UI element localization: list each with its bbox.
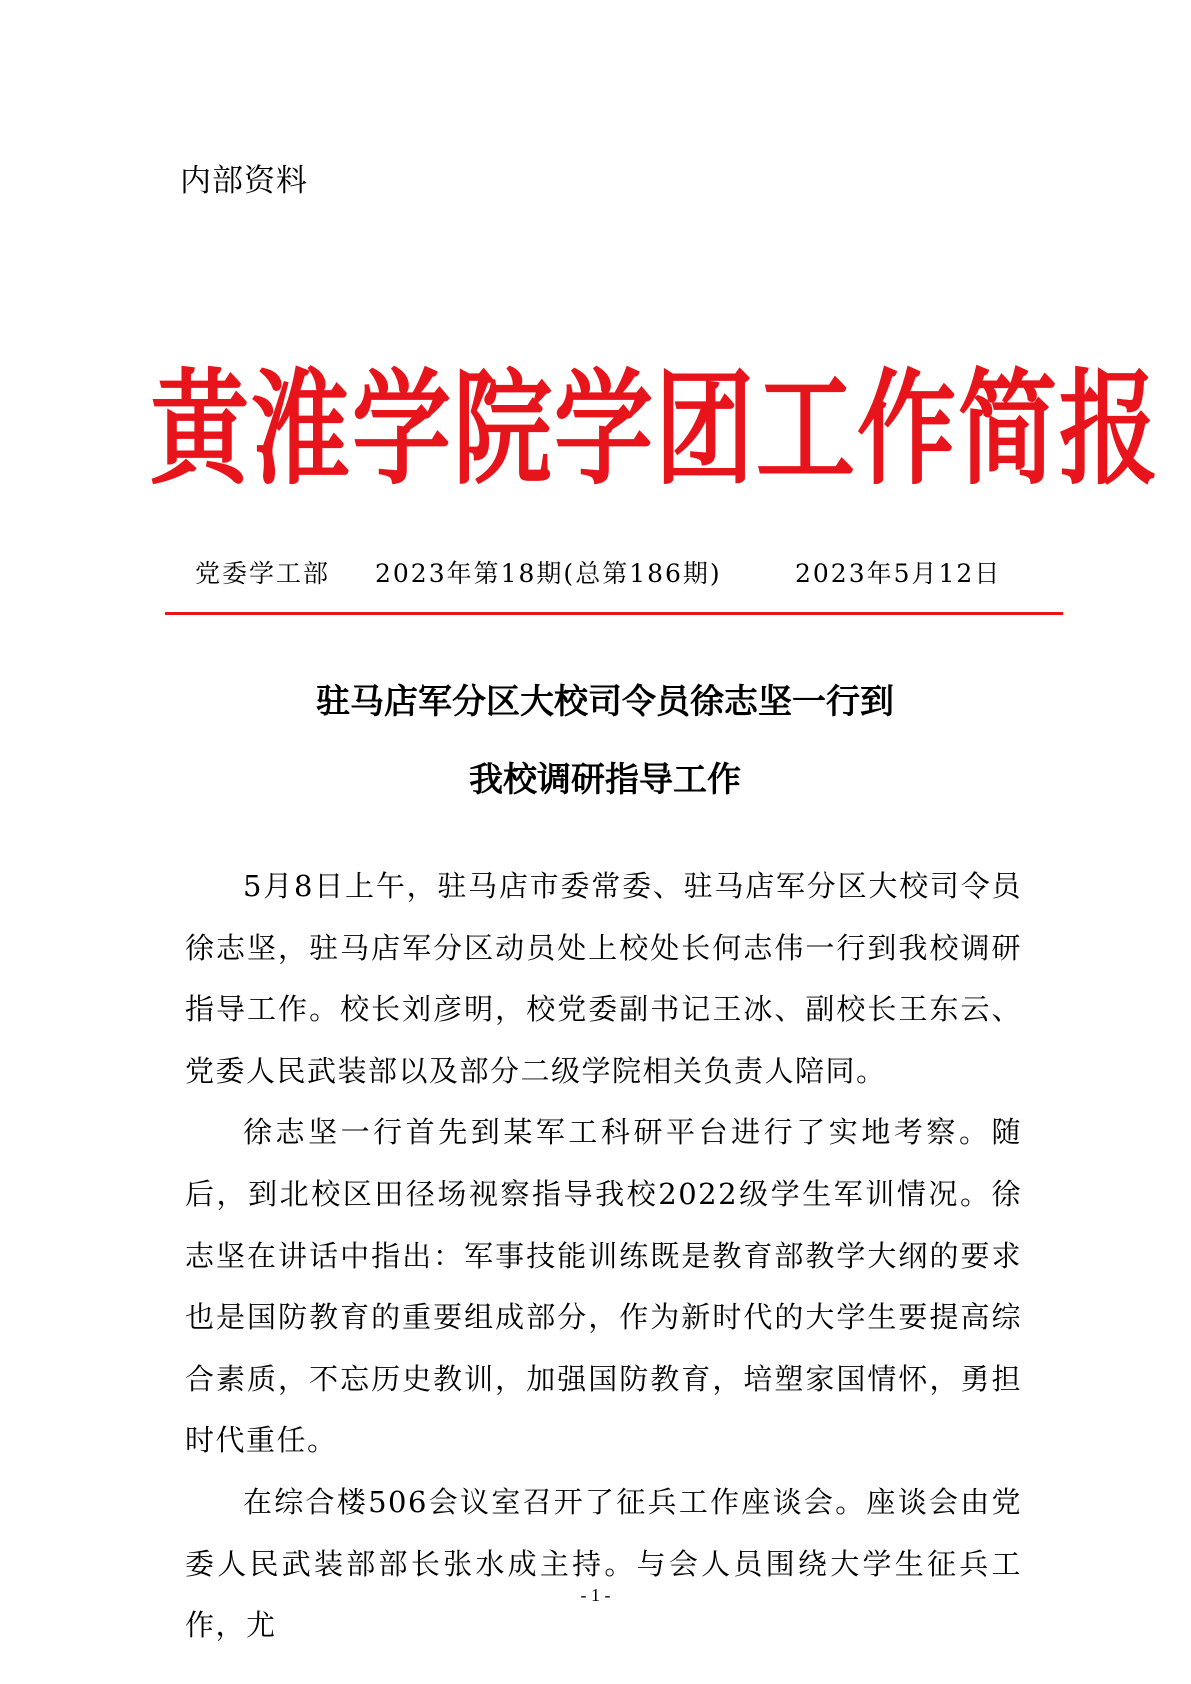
- article-paragraph: 在综合楼506会议室召开了征兵工作座谈会。座谈会由党委人民武装部部长张水成主持。与会人员围绕大学生征兵工作，尤: [185, 1484, 1022, 1643]
- article-paragraph: 徐志坚一行首先到某军工科研平台进行了实地考察。随后，到北校区田径场视察指导我校2022级学生军训情况。徐志坚在讲话中指出：军事技能训练既是教育部教学大纲的要求也是国防教育的重要组成部分，作为新时代的大学生要提高综合素质，不忘历史教训，加强国防教育，培塑家国情怀，勇担时代重任。: [185, 1115, 1022, 1458]
- issue-info-line: [165, 556, 1045, 592]
- publication-date: 2023年5月12日: [795, 559, 1002, 588]
- article-paragraph: 5月8日上午，驻马店市委常委、驻马店军分区大校司令员徐志坚，驻马店军分区动员处上校处长何志伟一行到我校调研指导工作。校长刘彦明，校党委副书记王冰、副校长王东云、党委人民武装部以及部分二级学院相关负责人陪同。: [185, 869, 1022, 1088]
- department-name: 党委学工部: [195, 559, 331, 588]
- issue-number: 2023年第18期(总第186期): [375, 559, 722, 588]
- article-title-line-2: 我校调研指导工作: [469, 760, 741, 800]
- internal-material-label: 内部资料: [180, 163, 308, 199]
- article-title-line-1: 驻马店军分区大校司令员徐志坚一行到: [316, 682, 894, 722]
- article-body: [185, 856, 1022, 1657]
- masthead-title: 黄淮学院学团工作简报: [150, 356, 1160, 502]
- page-number: - 1 -: [580, 1585, 611, 1605]
- red-divider-rule: [165, 612, 1063, 615]
